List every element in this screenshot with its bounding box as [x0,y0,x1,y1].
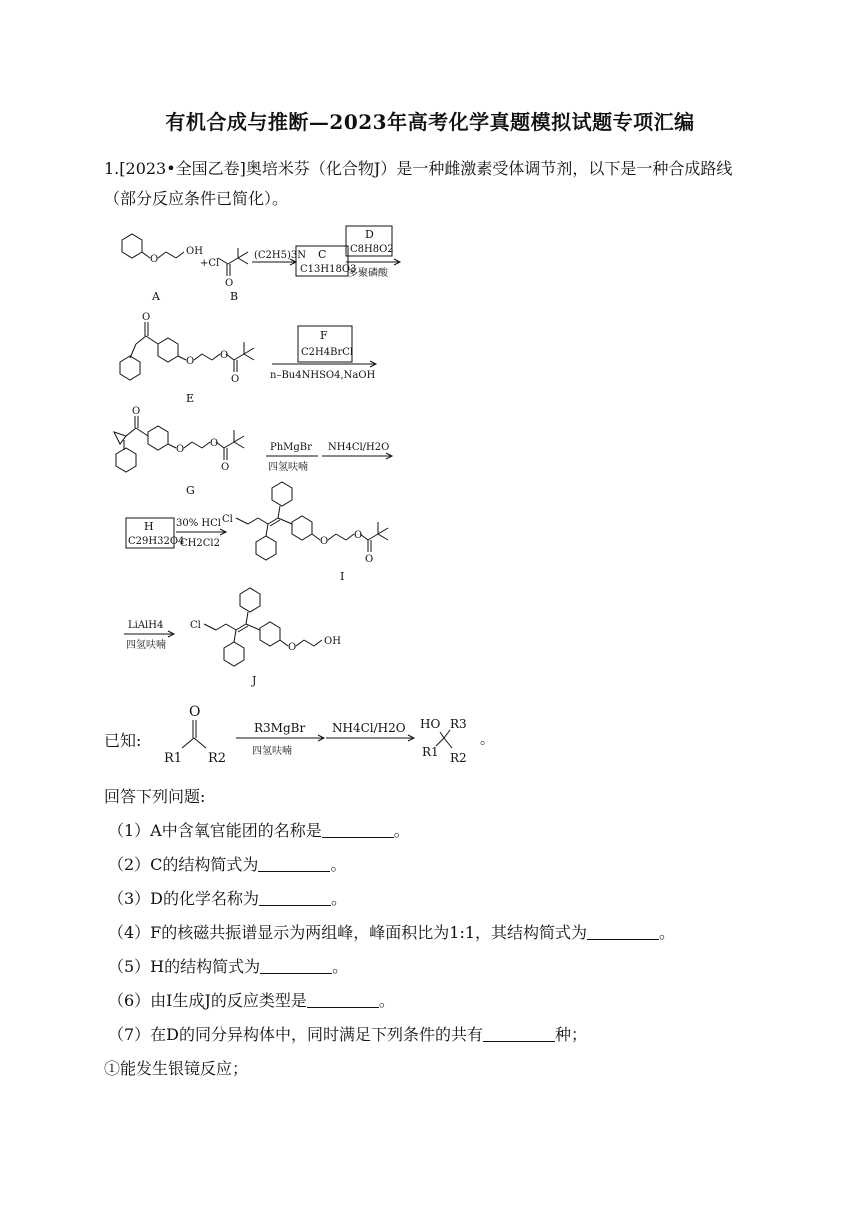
answer-blank-3[interactable] [259,889,331,906]
answer-blank-6[interactable] [307,991,379,1008]
question-5: （5）H的结构简式为 。 [108,957,349,976]
label-e: E [186,392,195,405]
ether-o-g: O [176,444,185,455]
chloro-j: Cl [190,620,201,631]
reagent-lialh4: LiAlH4 [128,620,164,631]
question-7: （7）在D的同分异构体中，同时满足下列条件的共有 种； [108,1025,588,1044]
reagent-thf-1: 四氢呋喃 [268,462,308,473]
ester-o-i: O [354,530,363,541]
known-product-ho: HO [420,717,441,731]
answer-blank-4[interactable] [587,923,659,940]
answer-blank-5[interactable] [260,957,332,974]
oh-group-j: OH [324,636,341,647]
condition-1: ①能发生银镜反应； [104,1059,249,1078]
question-4: （4）F的核磁共振谱显示为两组峰，峰面积比为1:1，其结构简式为 。 [108,923,676,942]
carbonyl-o-b: O [225,278,234,289]
synthesis-scheme [100,222,520,692]
known-reaction [104,700,564,778]
reagent-thf-2: 四氢呋喃 [126,640,166,651]
ester-co-g: O [221,462,230,473]
reagent-triethylamine: (C2H5)3N [254,250,307,261]
chloro-i: Cl [222,514,233,525]
known-r1: R1 [164,751,183,766]
box-h-label: H [144,520,154,533]
label-j: J [252,674,257,687]
answer-blank-1[interactable] [322,821,394,838]
ether-o-j: O [288,642,297,653]
page-title: 有机合成与推断—2023年高考化学真题模拟试题专项汇编 [165,110,695,134]
known-reagent-grignard: R3MgBr [254,721,306,735]
reagent-phmgbr: PhMgBr [270,442,312,453]
ether-o-a: O [150,254,159,265]
reagent-ptc: n–Bu4NHSO4,NaOH [270,370,376,381]
answer-prompt: 回答下列问题: [104,787,206,806]
known-period: 。 [480,732,494,748]
box-h-formula: C29H32O4 [128,536,185,547]
question-6: （6）由I生成J的反应类型是 。 [108,991,395,1010]
box-c-formula: C13H18O3 [300,264,357,275]
known-reaction-scheme [144,700,564,778]
ester-o-g: O [210,438,219,449]
label-i: I [340,570,345,583]
known-product-r2: R2 [450,751,467,765]
known-reagent-nh4cl: NH4Cl/H2O [332,721,406,735]
reagent-polyphosphoric-acid: 多聚磷酸 [348,268,388,279]
box-d-label: D [365,228,374,241]
known-label: 已知: [104,731,142,750]
box-f-formula: C2H4BrCl [301,347,354,358]
question-3: （3）D的化学名称为 。 [108,889,348,908]
question-1: （1）A中含氧官能团的名称是 。 [108,821,410,840]
plus-cl-b: +Cl [200,258,220,269]
reagent-hcl: 30% HCl [176,518,221,529]
answer-blank-2[interactable] [258,855,330,872]
benzene-ring-a [122,234,142,258]
carbonyl-o-e: O [142,312,151,323]
known-product-r3: R3 [450,717,467,731]
answer-blank-7[interactable] [483,1025,555,1042]
box-c-label: C [318,248,327,261]
ester-o-e: O [220,350,229,361]
box-f-label: F [320,329,328,342]
label-b: B [230,290,239,303]
label-g: G [186,484,195,497]
known-product-r1: R1 [422,745,439,759]
reagent-nh4cl-1: NH4Cl/H2O [328,442,390,453]
ether-o-i: O [320,536,329,547]
box-d-formula: C8H8O2 [350,244,394,255]
ester-co-i: O [365,554,374,565]
question-list [104,780,764,1086]
oh-group-a: OH [186,246,203,257]
known-carbonyl-o: O [189,704,201,720]
known-r2: R2 [208,751,227,766]
carbonyl-o-g: O [132,406,141,417]
reagent-dcm: CH2Cl2 [180,538,220,549]
ester-co-e: O [231,374,240,385]
question-2: （2）C的结构简式为 。 [108,855,347,874]
label-a: A [152,290,160,303]
question-intro: 1.[2023•全国乙卷]奥培米芬（化合物J）是一种雌激素受体调节剂，以下是一种合成路线（部分反应条件已简化）。 [104,159,733,208]
known-reagent-thf: 四氢呋喃 [252,746,292,757]
ether-o-e: O [186,356,195,367]
